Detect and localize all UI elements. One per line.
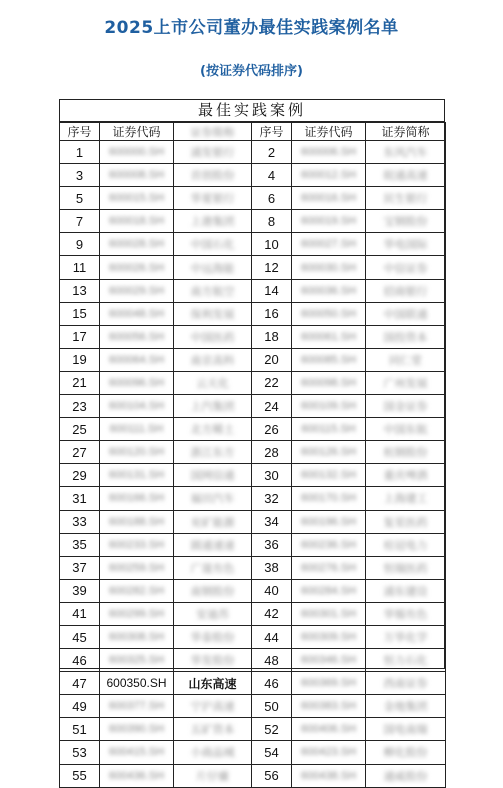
table-row <box>60 741 446 764</box>
right-security-name: 华电国际 <box>366 233 446 256</box>
left-security-name: 南京高科 <box>174 348 252 371</box>
table-row <box>60 141 446 164</box>
table-row <box>60 256 446 279</box>
right-serial-number: 50 <box>252 695 292 718</box>
right-security-code: 600027.SH <box>292 233 366 256</box>
right-serial-number: 26 <box>252 418 292 441</box>
right-security-code: 600050.SH <box>292 302 366 325</box>
left-security-name: 福田汽车 <box>174 487 252 510</box>
right-security-name: 华锡有色 <box>366 602 446 625</box>
left-serial-number: 9 <box>60 233 100 256</box>
right-serial-number: 14 <box>252 279 292 302</box>
left-security-code: 600166.SH <box>100 487 174 510</box>
left-security-name: 广晟有色 <box>174 556 252 579</box>
table-row <box>60 602 446 625</box>
sheet-title: 最佳实践案例 <box>60 100 444 122</box>
table-row <box>60 579 446 602</box>
left-serial-number: 45 <box>60 625 100 648</box>
left-security-code: 600188.SH <box>100 510 174 533</box>
right-serial-number: 48 <box>252 649 292 672</box>
right-serial-number: 4 <box>252 164 292 187</box>
right-security-name: 重庆啤酒 <box>366 464 446 487</box>
right-serial-number: 42 <box>252 602 292 625</box>
left-security-code: 600029.SH <box>100 279 174 302</box>
right-security-code: 600126.SH <box>292 441 366 464</box>
right-security-name: 招商银行 <box>366 279 446 302</box>
left-security-code: 600015.SH <box>100 187 174 210</box>
right-serial-number: 44 <box>252 625 292 648</box>
right-security-name: 国金证券 <box>366 395 446 418</box>
left-security-name: 山东高速 <box>174 672 252 695</box>
table-row <box>60 764 446 787</box>
right-security-code: 600383.SH <box>292 695 366 718</box>
right-security-code: 600085.SH <box>292 348 366 371</box>
left-security-name: 中国石化 <box>174 233 252 256</box>
table-row <box>60 371 446 394</box>
left-serial-number: 47 <box>60 672 100 695</box>
right-serial-number: 36 <box>252 533 292 556</box>
left-security-name: 圆通速递 <box>174 533 252 556</box>
right-security-code: 600276.SH <box>292 556 366 579</box>
left-serial-number: 3 <box>60 164 100 187</box>
left-security-code: 600415.SH <box>100 741 174 764</box>
left-security-code: 600325.SH <box>100 649 174 672</box>
left-security-code: 600064.SH <box>100 348 174 371</box>
left-security-name: 上港集团 <box>174 210 252 233</box>
left-security-code: 600131.SH <box>100 464 174 487</box>
column-header-name: 证券简称 <box>366 123 446 141</box>
right-security-code: 600115.SH <box>292 418 366 441</box>
table-row <box>60 695 446 718</box>
right-serial-number: 46 <box>252 672 292 695</box>
right-security-name: 中国联通 <box>366 302 446 325</box>
right-security-code: 600109.SH <box>292 395 366 418</box>
right-security-name: 万华化学 <box>366 625 446 648</box>
left-security-name: 上汽集团 <box>174 395 252 418</box>
left-serial-number: 13 <box>60 279 100 302</box>
right-security-code: 600170.SH <box>292 487 366 510</box>
right-security-name: 杭钢股份 <box>366 441 446 464</box>
left-serial-number: 53 <box>60 741 100 764</box>
right-serial-number: 34 <box>252 510 292 533</box>
left-serial-number: 39 <box>60 579 100 602</box>
right-security-name: 广州发展 <box>366 371 446 394</box>
right-serial-number: 12 <box>252 256 292 279</box>
table-body <box>60 141 446 788</box>
left-security-name: 华泰股份 <box>174 625 252 648</box>
column-header-code: 证券代码 <box>100 123 174 141</box>
right-security-name: 通威股份 <box>366 764 446 787</box>
left-serial-number: 31 <box>60 487 100 510</box>
header-row <box>60 123 446 141</box>
table-row <box>60 441 446 464</box>
left-security-code: 600018.SH <box>100 210 174 233</box>
right-security-code: 600284.SH <box>292 579 366 602</box>
left-security-name: 国网信通 <box>174 464 252 487</box>
left-security-name: 中国医药 <box>174 325 252 348</box>
table-row <box>60 395 446 418</box>
left-security-name: 云天化 <box>174 371 252 394</box>
table-row <box>60 464 446 487</box>
left-security-name: 首创股份 <box>174 164 252 187</box>
left-serial-number: 19 <box>60 348 100 371</box>
left-serial-number: 25 <box>60 418 100 441</box>
left-security-name: 宁沪高速 <box>174 695 252 718</box>
right-serial-number: 22 <box>252 371 292 394</box>
right-security-name: 上海建工 <box>366 487 446 510</box>
right-serial-number: 30 <box>252 464 292 487</box>
left-security-name: 兖矿能源 <box>174 510 252 533</box>
left-security-code: 600308.SH <box>100 625 174 648</box>
left-security-code: 600233.SH <box>100 533 174 556</box>
left-security-name: 安迪苏 <box>174 602 252 625</box>
left-serial-number: 49 <box>60 695 100 718</box>
best-practice-sheet <box>59 99 445 784</box>
right-security-code: 600061.SH <box>292 325 366 348</box>
right-serial-number: 32 <box>252 487 292 510</box>
left-serial-number: 37 <box>60 556 100 579</box>
left-serial-number: 7 <box>60 210 100 233</box>
left-security-name: 浙江东方 <box>174 441 252 464</box>
column-header-no: 序号 <box>60 123 100 141</box>
page-subtitle: (按证券代码排序) <box>200 64 303 79</box>
right-security-code: 600098.SH <box>292 371 366 394</box>
right-security-name: 东风汽车 <box>366 141 446 164</box>
left-security-code: 600436.SH <box>100 764 174 787</box>
left-security-code: 600111.SH <box>100 418 174 441</box>
right-security-name: 柳化股份 <box>366 741 446 764</box>
left-serial-number: 23 <box>60 395 100 418</box>
right-serial-number: 54 <box>252 741 292 764</box>
left-security-name: 五矿资本 <box>174 718 252 741</box>
table-row <box>60 556 446 579</box>
table-row <box>60 649 446 672</box>
left-serial-number: 5 <box>60 187 100 210</box>
left-security-code: 600282.SH <box>100 579 174 602</box>
left-security-name: 中远海能 <box>174 256 252 279</box>
right-security-code: 600309.SH <box>292 625 366 648</box>
right-serial-number: 18 <box>252 325 292 348</box>
left-security-name: 小商品城 <box>174 741 252 764</box>
column-header-code: 证券代码 <box>292 123 366 141</box>
left-security-code: 600259.SH <box>100 556 174 579</box>
left-security-name: 华发股份 <box>174 649 252 672</box>
page-title: 2025上市公司董办最佳实践案例名单 <box>104 18 399 38</box>
left-serial-number: 1 <box>60 141 100 164</box>
right-security-name: 宝钢股份 <box>366 210 446 233</box>
left-serial-number: 55 <box>60 764 100 787</box>
right-serial-number: 56 <box>252 764 292 787</box>
left-security-code: 600299.SH <box>100 602 174 625</box>
right-serial-number: 2 <box>252 141 292 164</box>
right-serial-number: 8 <box>252 210 292 233</box>
right-serial-number: 38 <box>252 556 292 579</box>
company-table <box>59 122 446 788</box>
right-security-name: 恒瑞医药 <box>366 556 446 579</box>
right-security-code: 600030.SH <box>292 256 366 279</box>
left-serial-number: 51 <box>60 718 100 741</box>
table-row <box>60 164 446 187</box>
left-security-name: 片仔癀 <box>174 764 252 787</box>
left-serial-number: 11 <box>60 256 100 279</box>
left-security-code: 600390.SH <box>100 718 174 741</box>
right-serial-number: 28 <box>252 441 292 464</box>
right-security-code: 600406.SH <box>292 718 366 741</box>
table-row <box>60 418 446 441</box>
column-header-no: 序号 <box>252 123 292 141</box>
right-serial-number: 10 <box>252 233 292 256</box>
table-row <box>60 672 446 695</box>
right-security-code: 600196.SH <box>292 510 366 533</box>
left-serial-number: 21 <box>60 371 100 394</box>
left-security-code: 600000.SH <box>100 141 174 164</box>
left-serial-number: 33 <box>60 510 100 533</box>
table-row <box>60 533 446 556</box>
table-row <box>60 625 446 648</box>
right-security-name: 民生银行 <box>366 187 446 210</box>
right-security-name: 复星医药 <box>366 510 446 533</box>
left-security-code: 600056.SH <box>100 325 174 348</box>
right-serial-number: 40 <box>252 579 292 602</box>
left-security-name: 北方稀土 <box>174 418 252 441</box>
right-security-name: 中国东航 <box>366 418 446 441</box>
left-security-code: 600008.SH <box>100 164 174 187</box>
table-row <box>60 233 446 256</box>
right-security-name: 国电南瑞 <box>366 718 446 741</box>
right-security-name: 同仁堂 <box>366 348 446 371</box>
right-security-code: 600019.SH <box>292 210 366 233</box>
right-serial-number: 20 <box>252 348 292 371</box>
right-serial-number: 52 <box>252 718 292 741</box>
right-serial-number: 16 <box>252 302 292 325</box>
left-security-name: 浦发银行 <box>174 141 252 164</box>
left-security-code: 600377.SH <box>100 695 174 718</box>
left-serial-number: 29 <box>60 464 100 487</box>
left-security-name: 南方航空 <box>174 279 252 302</box>
right-security-name: 西南证券 <box>366 672 446 695</box>
left-serial-number: 41 <box>60 602 100 625</box>
table-row <box>60 279 446 302</box>
right-security-name: 金地集团 <box>366 695 446 718</box>
table-row <box>60 325 446 348</box>
table-row <box>60 718 446 741</box>
right-security-code: 600016.SH <box>292 187 366 210</box>
right-security-name: 中信证券 <box>366 256 446 279</box>
right-serial-number: 6 <box>252 187 292 210</box>
right-security-code: 600236.SH <box>292 533 366 556</box>
table-row <box>60 187 446 210</box>
table-row <box>60 348 446 371</box>
left-serial-number: 17 <box>60 325 100 348</box>
right-security-name: 浦东建设 <box>366 579 446 602</box>
right-security-code: 600346.SH <box>292 649 366 672</box>
right-serial-number: 24 <box>252 395 292 418</box>
left-security-name: 保利发展 <box>174 302 252 325</box>
right-security-name: 皖通高速 <box>366 164 446 187</box>
left-security-code: 600048.SH <box>100 302 174 325</box>
right-security-name: 恒力石化 <box>366 649 446 672</box>
left-serial-number: 15 <box>60 302 100 325</box>
right-security-code: 600301.SH <box>292 602 366 625</box>
right-security-code: 600369.SH <box>292 672 366 695</box>
left-serial-number: 35 <box>60 533 100 556</box>
right-security-code: 600036.SH <box>292 279 366 302</box>
left-security-name: 华夏银行 <box>174 187 252 210</box>
left-security-code: 600096.SH <box>100 371 174 394</box>
left-serial-number: 46 <box>60 649 100 672</box>
right-security-name: 桂冠电力 <box>366 533 446 556</box>
table-row <box>60 510 446 533</box>
left-serial-number: 27 <box>60 441 100 464</box>
right-security-code: 600006.SH <box>292 141 366 164</box>
right-security-code: 600012.SH <box>292 164 366 187</box>
table-row <box>60 210 446 233</box>
left-security-name: 南钢股份 <box>174 579 252 602</box>
left-security-code: 600026.SH <box>100 256 174 279</box>
table-row <box>60 487 446 510</box>
left-security-code: 600350.SH <box>100 672 174 695</box>
right-security-name: 国投资本 <box>366 325 446 348</box>
left-security-code: 600028.SH <box>100 233 174 256</box>
right-security-code: 600132.SH <box>292 464 366 487</box>
right-security-code: 600423.SH <box>292 741 366 764</box>
right-security-code: 600438.SH <box>292 764 366 787</box>
column-header-name: 证券简称 <box>174 123 252 141</box>
table-row <box>60 302 446 325</box>
left-security-code: 600120.SH <box>100 441 174 464</box>
left-security-code: 600104.SH <box>100 395 174 418</box>
